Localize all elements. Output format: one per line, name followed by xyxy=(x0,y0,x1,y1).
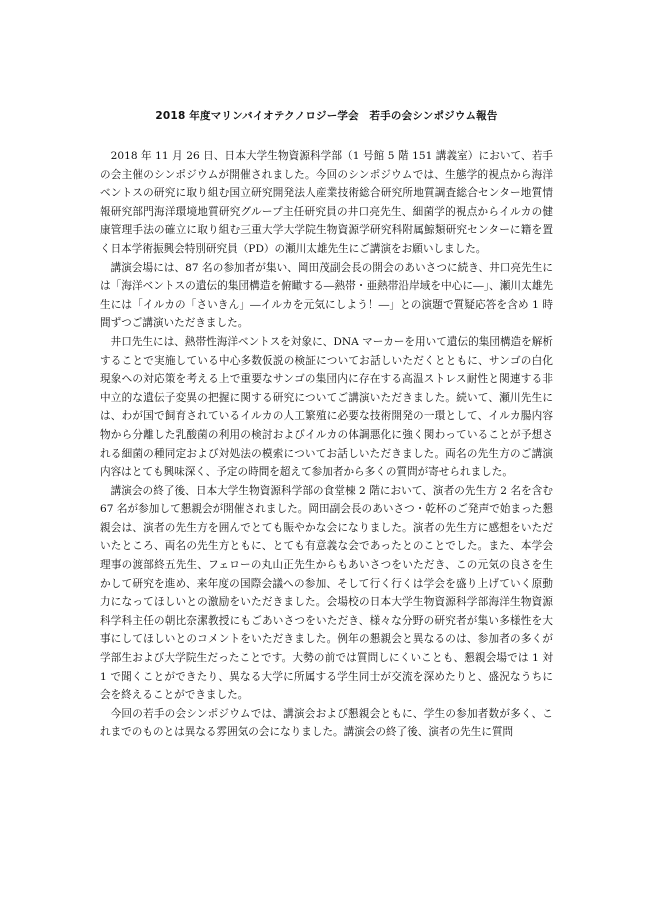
document-title: 2018 年度マリンバイオテクノロジー学会 若手の会シンポジウム報告 xyxy=(155,110,498,122)
paragraph-3: 井口先生には、熱帯性海洋ベントスを対象に、DNA マーカーを用いて遺伝的集団構造を解析することで実施している中心多数仮説の検証についてお話しいただくとともに、サンゴの白化現象への対応策を考える上で重要なサンゴの集団内に存在する高温ストレス耐性と関連する非中立的な遺伝子変異の把握に関する研究についてご講演いただきました。続いて、瀬川先生には、わが国で飼育されているイルカの人工繁殖に必要な技術開発の一環として、イルカ腸内容物から分離した乳酸菌の利用の検討およびイルカの体調悪化に強く関わっていることが予想される細菌の種同定および対処法の模索についてお話しいただきました。両名の先生方のご講演内容はとても興味深く、予定の時間を超えて参加者から多くの質問が寄せられました。 xyxy=(100,335,553,479)
paragraph-1: 2018 年 11 月 26 日、日本大学生物資源科学部（1 号館 5 階 151 講義室）において、若手の会主催のシンポジウムが開催されました。今回のシンポジウムでは、生態学的視点から海洋ベントスの研究に取り組む国立研究開発法人産業技術総合研究所地質調査総合センター地質情報研究部門海洋環境地質研究グループ主任研究員の井口亮先生、細菌学的視点からイルカの健康管理手法の確立に取り組む三重大学大学院生物資源学研究科附属鯨類研究センターに籍を置く日本学術振興会特別研究員（PD）の瀬川太雄先生にご講演をお願いしました。 xyxy=(100,150,553,255)
paragraph-4: 講演会の終了後、日本大学生物資源科学部の食堂棟 2 階において、演者の先生方 2 名を含む 67 名が参加して懇親会が開催されました。岡田副会長のあいさつ・乾杯のご発声で始まった懇親会は、演者の先生方を囲んでとても賑やかな会になりました。演者の先生方に感想をいただいたところ、両名の先生方ともに、とても有意義な会であったとのことでした。また、本学会理事の渡部終五先生、フェローの丸山正先生からもあいさつをいただき、この元気の良さを生かして研究を進め、来年度の国際会議への参加、そして行く行くは学会を盛り上げていく原動力になってほしいとの激励をいただきました。会場校の日本大学生物資源科学部海洋生物資源科学科主任の朝比奈潔教授にもごあいさつをいただき、様々な分野の研究者が集い多様性を大事にしてほしいとのコメントをいただきました。例年の懇親会と異なるのは、参加者の多くが学部生および大学院生だったことです。大勢の前では質問しにくいことも、懇親会場では 1 対 1 で聞くことができたり、異なる大学に所属する学生同士が交流を深めたりと、盛況なうちに会を終えることができました。 xyxy=(100,484,553,702)
paragraph-2: 講演会場には、87 名の参加者が集い、岡田茂副会長の開会のあいさつに続き、井口亮先生には「海洋ベントスの遺伝的集団構造を俯瞰する―熱帯・亜熱帯沿岸域を中心に―」、瀬川太雄先生には「イルカの「さいきん」―イルカを元気にしよう！―」との演題で質疑応答を含め 1 時間ずつご講演いただきました。 xyxy=(100,261,553,330)
paragraph-5: 今回の若手の会シンポジウムでは、講演会および懇親会ともに、学生の参加者数が多く、これまでのものとは異なる雰囲気の会になりました。講演会の終了後、演者の先生に質問 xyxy=(100,707,553,739)
